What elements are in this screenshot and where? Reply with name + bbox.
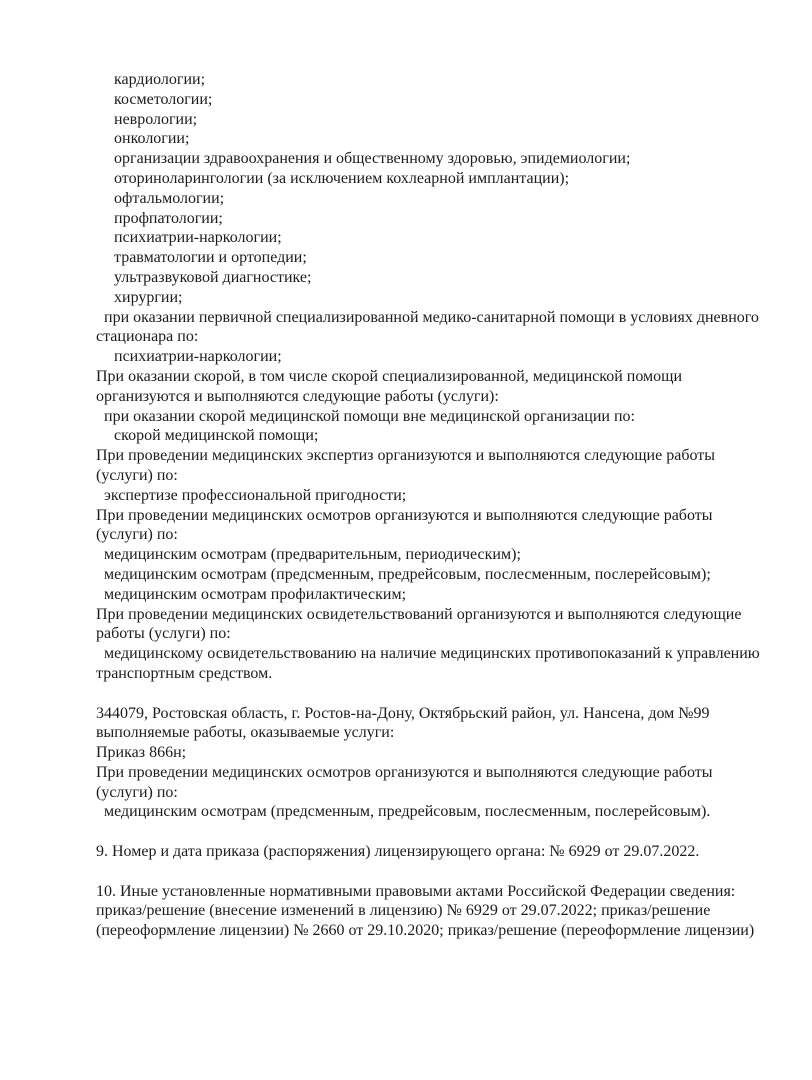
document-line: приказ/решение (внесение изменений в лицензию) № 6929 от 29.07.2022; приказ/решение [96,902,711,920]
document-line: При оказании скорой, в том числе скорой специализированной, медицинской помощи [96,367,683,385]
document-line: 9. Номер и дата приказа (распоряжения) лицензирующего органа: № 6929 от 29.07.2022. [96,843,700,861]
document-line: экспертизе профессиональной пригодности; [104,486,407,504]
document-line: При проведении медицинских осмотров организуются и выполняются следующие работы [96,763,713,781]
document-line: При проведении медицинских осмотров организуются и выполняются следующие работы [96,506,713,524]
document-line: хирургии; [114,288,183,306]
blank-line [96,684,802,704]
document-line: При проведении медицинских освидетельствований организуются и выполняются следующие [96,605,742,623]
document-line: (услуги) по: [96,783,178,801]
document-line: организуются и выполняются следующие работы (услуги): [96,387,499,405]
document-line: (услуги) по: [96,526,178,544]
document-line: офтальмологии; [114,189,225,207]
document-line: медицинским осмотрам (предсменным, предрейсовым, послесменным, послерейсовым); [104,565,711,583]
document-line: ультразвуковой диагностике; [114,268,312,286]
document-line: стационара по: [96,328,199,346]
document-line: медицинским осмотрам (предварительным, периодическим); [104,546,521,564]
document-line: травматологии и ортопедии; [114,249,307,267]
document-line: профпатологии; [114,209,223,227]
document-line: транспортным средством. [96,664,273,682]
document-line: Приказ 866н; [96,744,187,762]
document-line: при оказании скорой медицинской помощи вне медицинской организации по: [104,407,635,425]
document-line: медицинским осмотрам профилактическим; [104,585,407,603]
document-line: психиатрии-наркологии; [114,229,282,247]
document-line: медицинским осмотрам (предсменным, предрейсовым, послесменным, послерейсовым). [104,803,711,821]
document-line: косметологии; [114,90,213,108]
document-line: работы (услуги) по: [96,625,231,643]
document-line: выполняемые работы, оказываемые услуги: [96,724,395,742]
document-line: неврологии; [114,110,198,128]
document-line: при оказании первичной специализированной медико-санитарной помощи в условиях дневного [104,308,759,326]
blank-line [96,822,802,842]
document-line: 10. Иные установленные нормативными правовыми актами Российской Федерации сведения: [96,882,736,900]
blank-line [96,862,802,882]
document-line: онкологии; [114,130,190,148]
document-line: (услуги) по: [96,466,178,484]
document-text [96,70,802,941]
document-line: психиатрии-наркологии; [114,348,282,366]
document-line: медицинскому освидетельствованию на наличие медицинских противопоказаний к управлению [104,645,760,663]
document-line: (переоформление лицензии) № 2660 от 29.10.2020; приказ/решение (переоформление лицензии) [96,922,755,940]
document-line: оториноларингологии (за исключением кохлеарной имплантации); [114,169,570,187]
document-line: 344079, Ростовская область, г. Ростов-на-Дону, Октябрьский район, ул. Нансена, дом №99 [96,704,710,722]
document-line: При проведении медицинских экспертиз организуются и выполняются следующие работы [96,447,715,465]
document-line: организации здравоохранения и общественному здоровью, эпидемиологии; [114,150,631,168]
document-line: кардиологии; [114,71,206,88]
document-line: скорой медицинской помощи; [114,427,319,445]
